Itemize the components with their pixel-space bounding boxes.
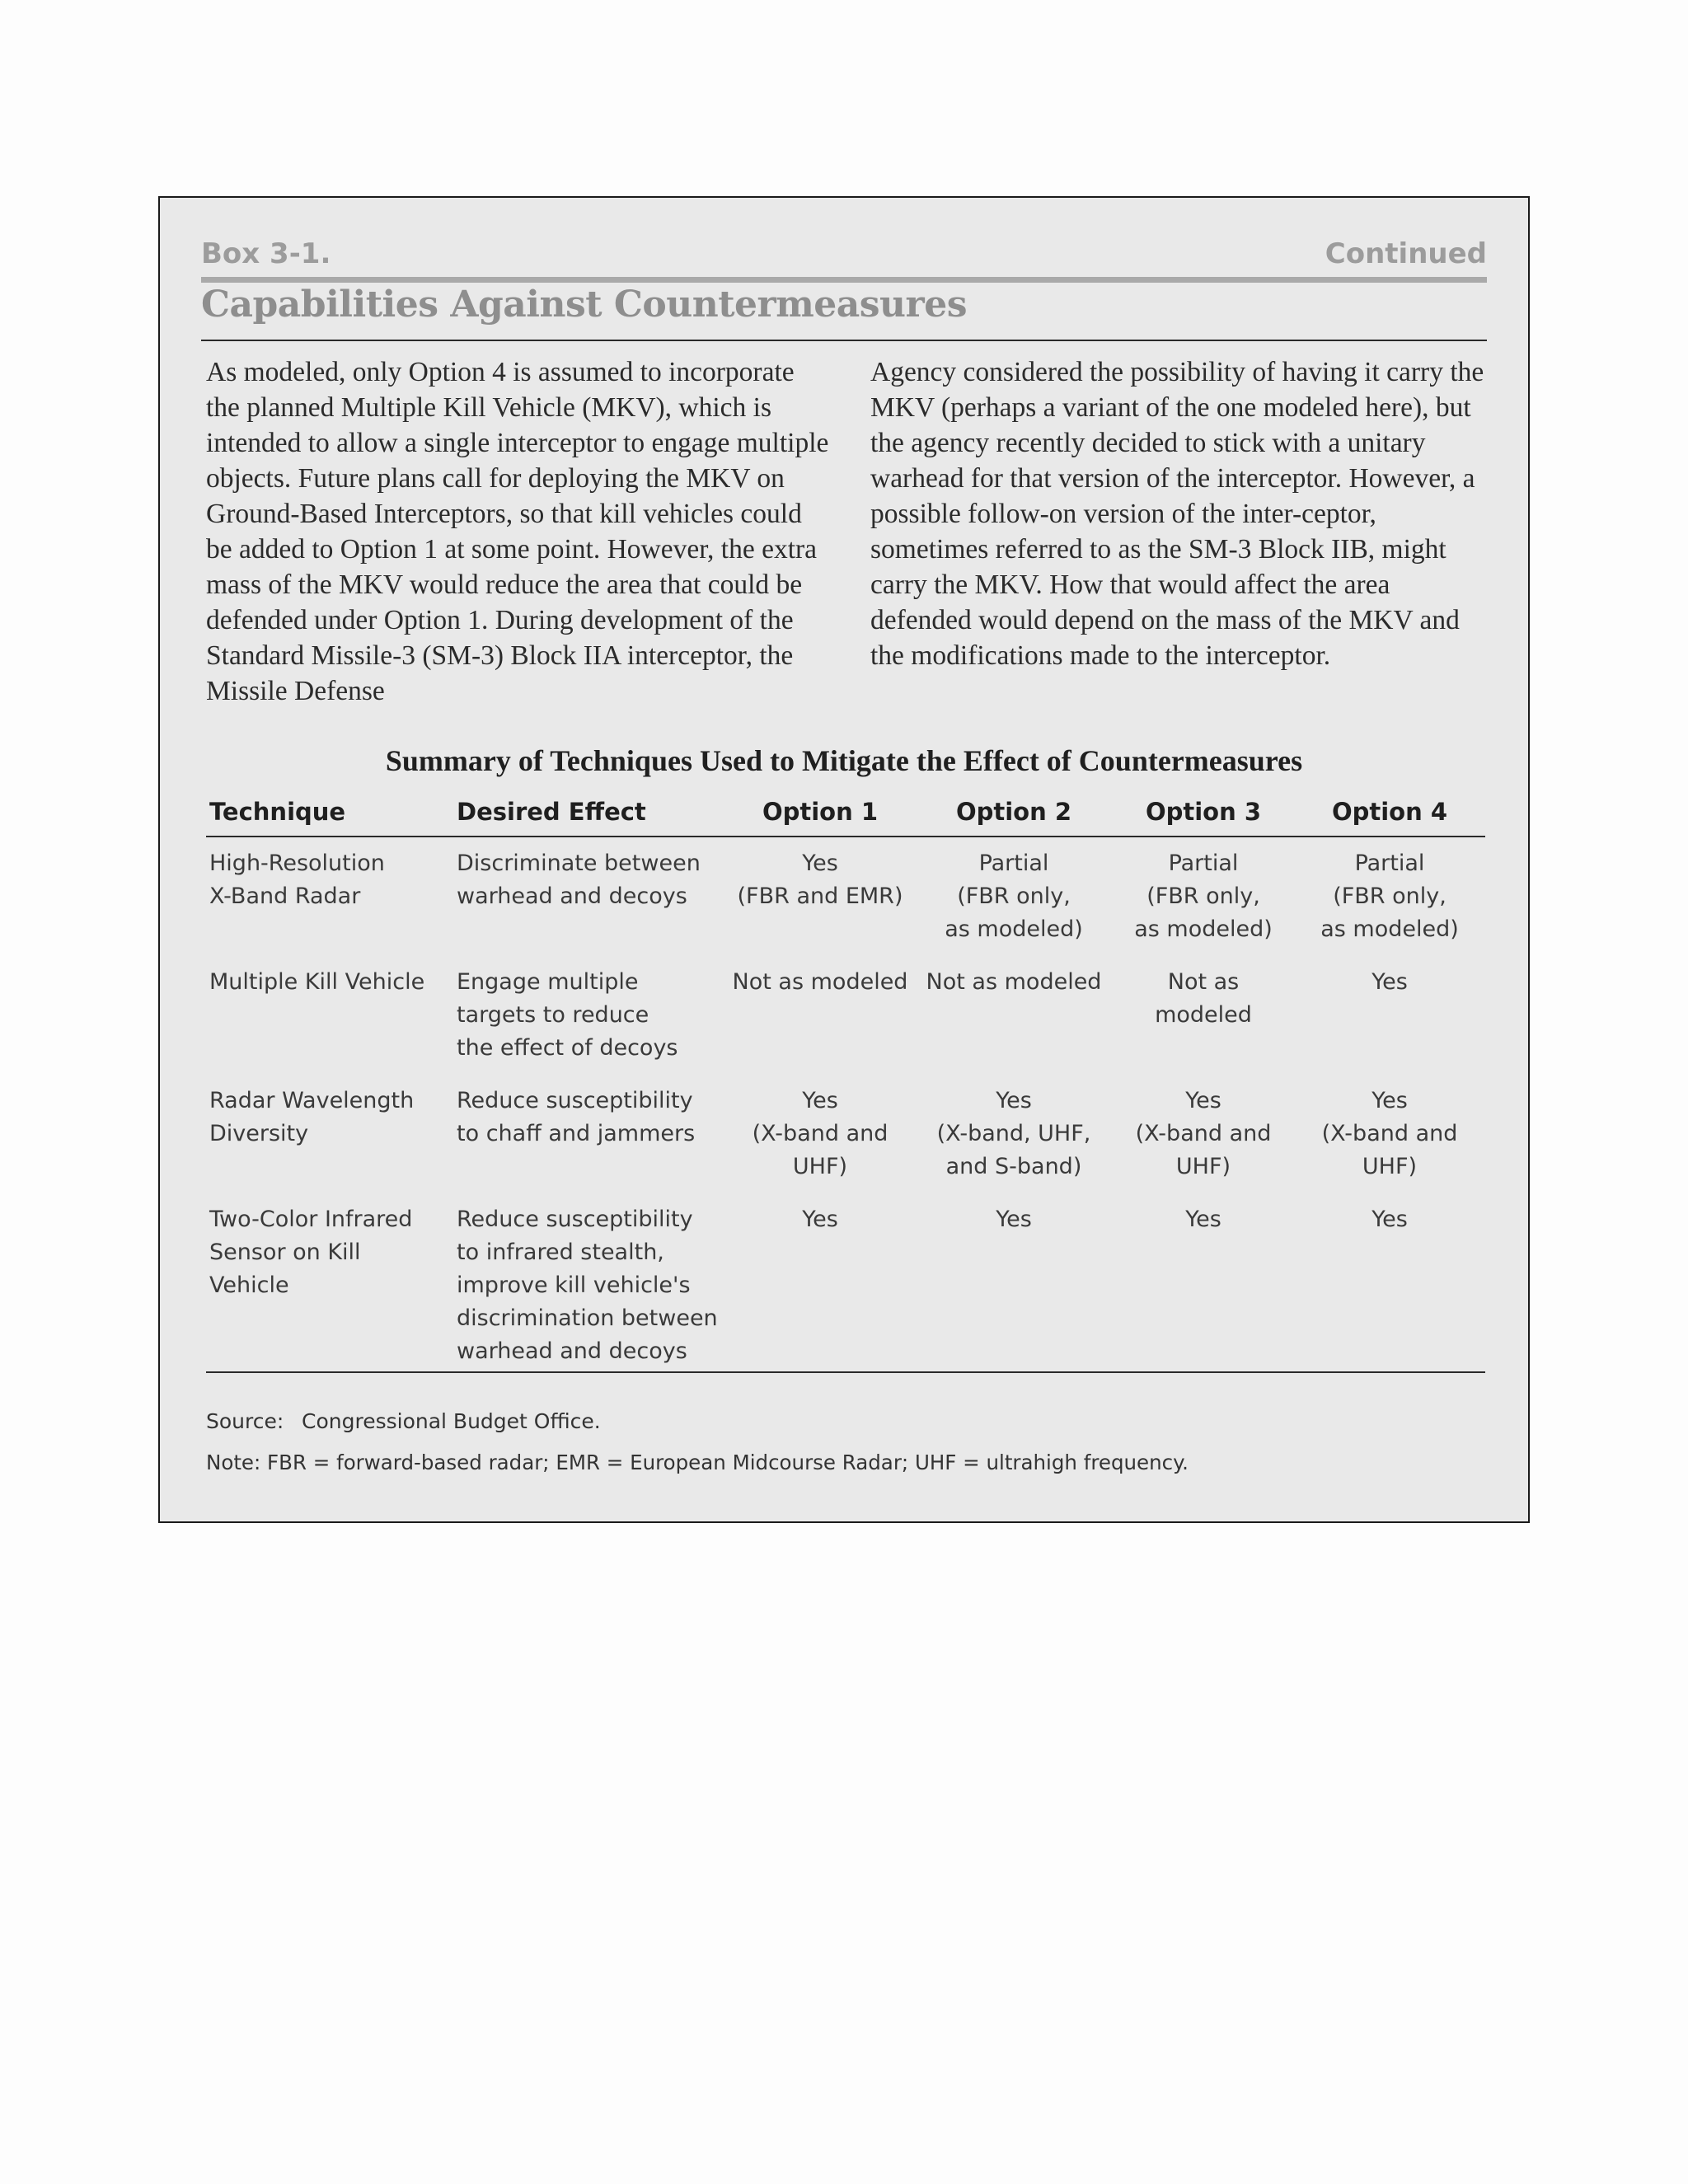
cell-desired-effect: Engage multiple targets to reduce the effect of decoys [457, 969, 678, 1061]
table-row [206, 1203, 1485, 1372]
source-text: Congressional Budget Office. [302, 1409, 601, 1433]
cell-option-4: Yes [1294, 1203, 1485, 1372]
table-title: Summary of Techniques Used to Mitigate the Effect of Countermeasures [385, 744, 1303, 777]
cell-technique: Radar Wavelength Diversity [209, 1088, 415, 1146]
box-header [201, 237, 1487, 270]
cell-option-4: Partial (FBR only, as modeled) [1320, 851, 1459, 942]
cell-option-1: Yes [725, 1203, 915, 1372]
cell-option-2: Not as modeled [926, 969, 1102, 995]
cell-desired-effect: Reduce susceptibility to infrared stealth, improve kill vehicle's discrimination between warhead and decoys [453, 1203, 725, 1372]
cell-option-1: Yes (X-band and UHF) [752, 1088, 889, 1179]
continued-label: Continued [1325, 237, 1487, 270]
body-text-right-column: Agency considered the possibility of having it carry the MKV (perhaps a variant of the one modeled here), but the agency recently decided to stick with a unitary warhead for that version of the interceptor. However, a possible follow-on version of the inter-ceptor, sometimes referred to as the SM-3 Block IIB, might carry the MKV. How that would affect the area defended would depend on the mass of the MKV and the modifications made to the interceptor. [870, 357, 1484, 671]
cell-technique: High-Resolution X-Band Radar [209, 851, 385, 909]
header-technique: Technique [206, 794, 453, 837]
note-line: Note: FBR = forward-based radar; EMR = European Midcourse Radar; UHF = ultrahigh frequency. [206, 1451, 1189, 1474]
box-label: Box 3-1. [201, 237, 331, 270]
title-rule [201, 340, 1487, 341]
cell-option-3: Yes (X-band and UHF) [1135, 1088, 1272, 1179]
body-text-left-column: As modeled, only Option 4 is assumed to incorporate the planned Multiple Kill Vehicle (MKV), which is intended to allow a single interceptor to engage multiple objects. Future plans call for deploying the MKV on Ground-Based Interceptors, so that kill vehicles could be added to Option 1 at some point. However, the extra mass of the MKV would reduce the area that could be defended under Option 1. During development of the Standard Missile-3 (SM-3) Block IIA interceptor, the Missile Defense [206, 357, 829, 706]
cell-option-2: Yes (X-band, UHF, and S-band) [936, 1088, 1091, 1179]
cell-option-3: Not as modeled [1155, 969, 1252, 1028]
cell-technique: Two-Color Infrared Sensor on Kill Vehicle [206, 1203, 453, 1372]
cell-option-2: Yes [915, 1203, 1113, 1372]
cell-desired-effect: Reduce susceptibility to chaff and jammers [457, 1088, 696, 1146]
box-title: Capabilities Against Countermeasures [201, 284, 967, 326]
cell-option-1: Yes (FBR and EMR) [737, 851, 903, 909]
cell-option-4: Yes (X-band and UHF) [1321, 1088, 1458, 1179]
cell-option-3: Yes [1113, 1203, 1294, 1372]
source-label: Source: [206, 1409, 284, 1433]
header-desired-effect: Desired Effect [453, 794, 725, 837]
cell-option-3: Partial (FBR only, as modeled) [1134, 851, 1273, 942]
summary-table [206, 794, 1485, 1373]
table-row [206, 1085, 1485, 1203]
cell-option-1: Not as modeled [732, 969, 908, 995]
table-header-row [206, 794, 1485, 837]
header-option-4: Option 4 [1294, 794, 1485, 837]
cell-option-2: Partial (FBR only, as modeled) [945, 851, 1083, 942]
header-rule [201, 277, 1487, 283]
table-row [206, 966, 1485, 1085]
sidebar-box [158, 196, 1530, 1523]
header-option-1: Option 1 [725, 794, 915, 837]
cell-option-4: Yes [1372, 969, 1408, 995]
header-option-3: Option 3 [1113, 794, 1294, 837]
table-row [206, 837, 1485, 966]
cell-technique: Multiple Kill Vehicle [209, 969, 425, 995]
cell-desired-effect: Discriminate between warhead and decoys [457, 851, 701, 909]
source-line [206, 1409, 601, 1433]
header-option-2: Option 2 [915, 794, 1113, 837]
